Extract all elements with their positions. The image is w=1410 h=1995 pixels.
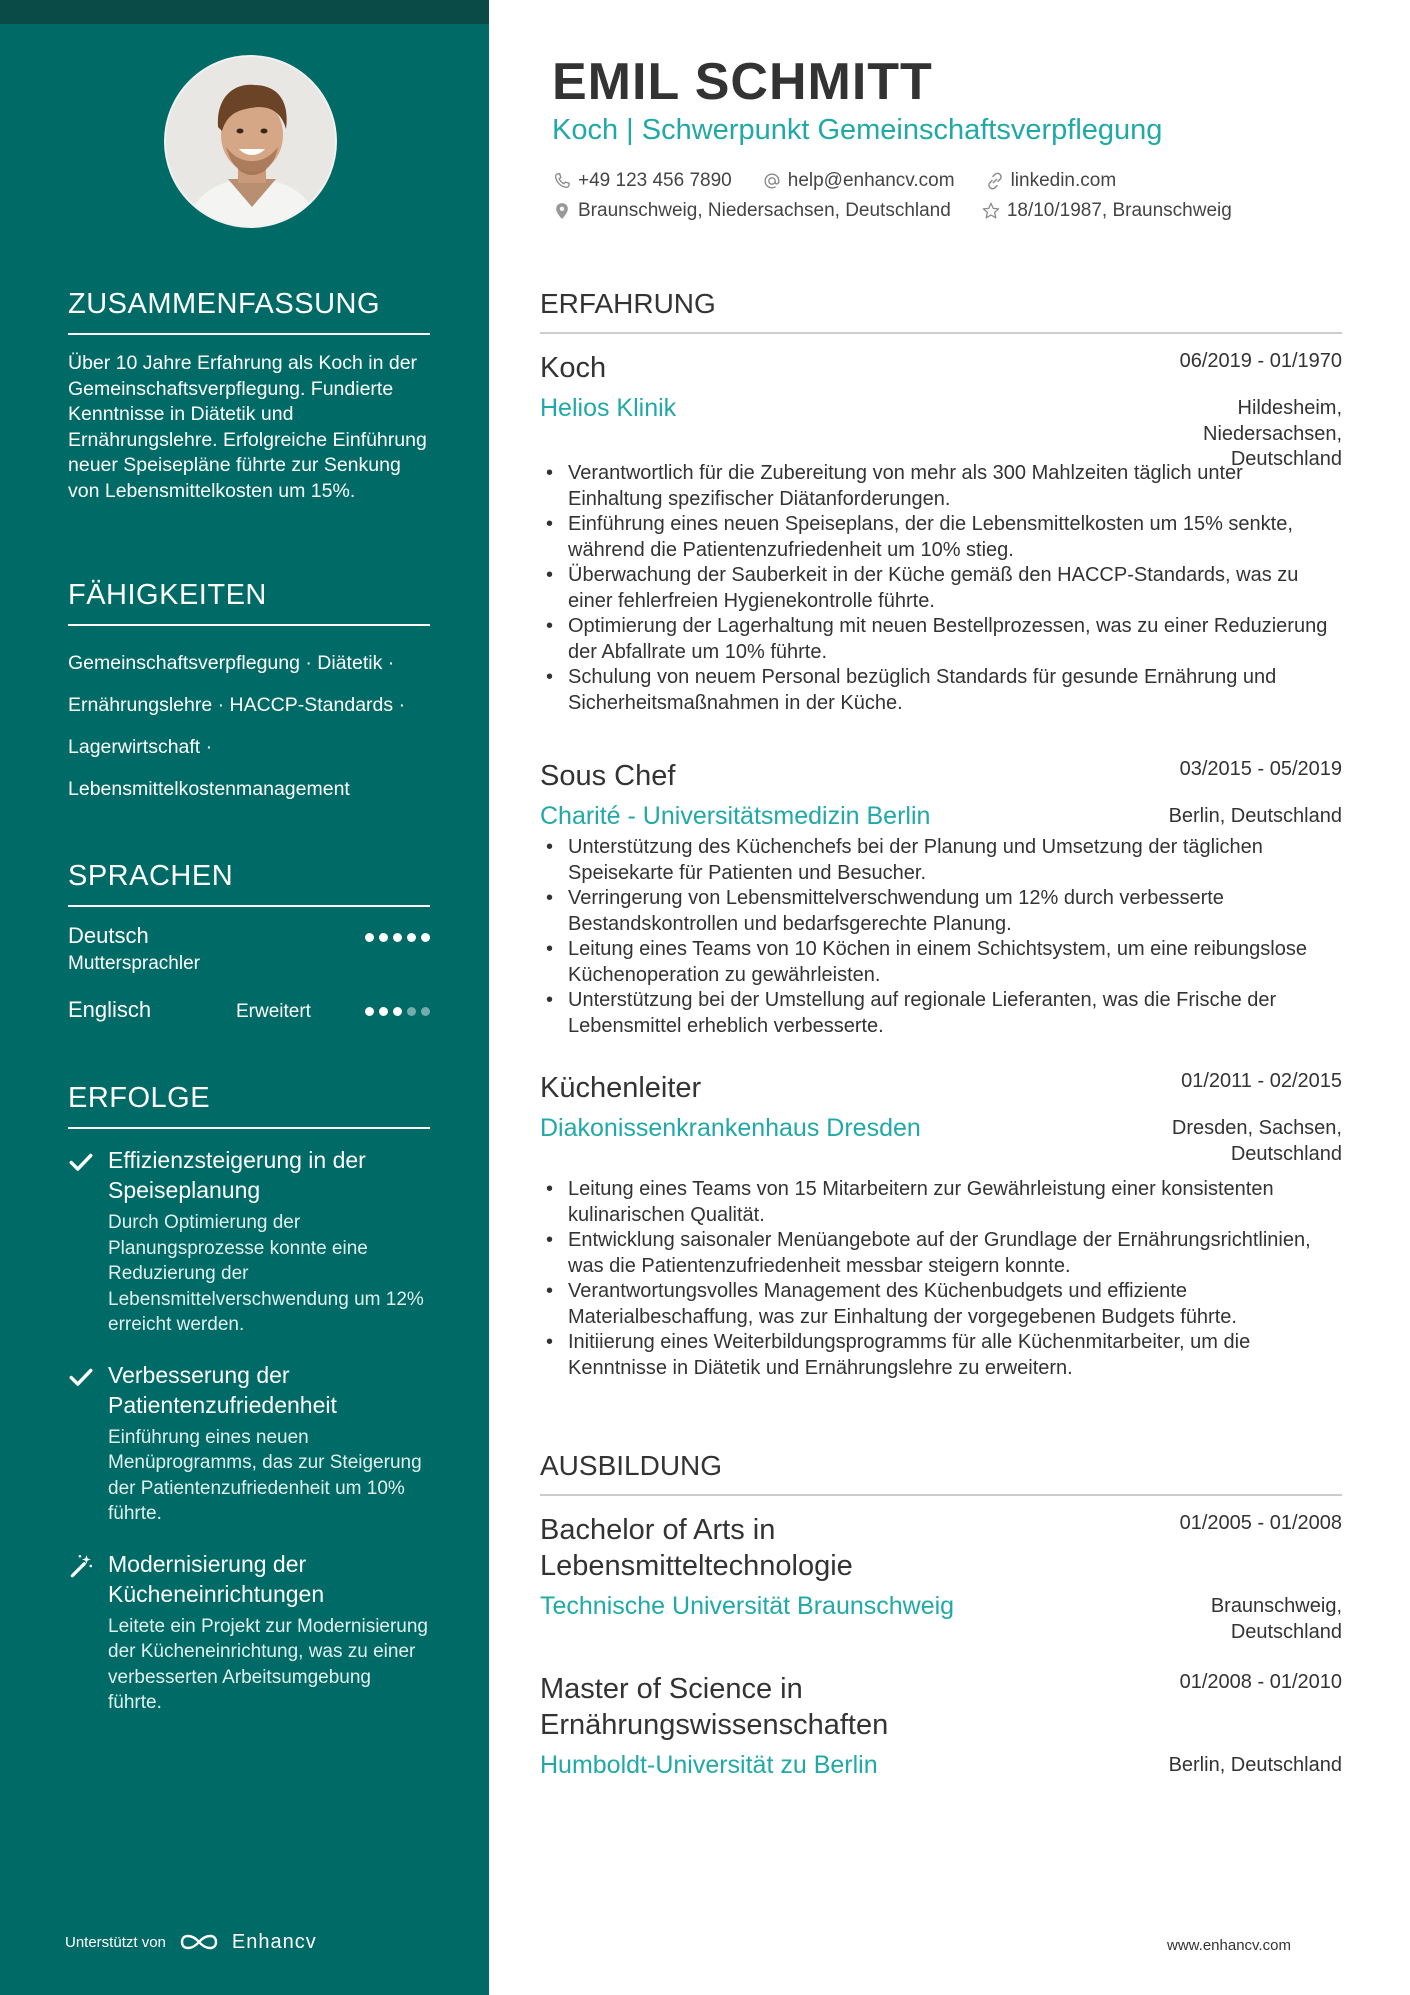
- powered-by: [65, 1930, 317, 1954]
- avatar: [164, 55, 337, 228]
- contact-row-2: [552, 200, 1232, 222]
- achievement-title: Effizienzsteigerung in der Speiseplanung: [108, 1147, 366, 1203]
- job-location-line: Dresden, Sachsen,: [1171, 1117, 1342, 1139]
- check-icon: [68, 1149, 94, 1175]
- magic-wand-icon: [68, 1553, 94, 1579]
- job-location-line: Deutschland: [1230, 1142, 1342, 1165]
- contact-phone: [552, 170, 732, 192]
- skills-line: Ernährungslehre · HACCP-Standards ·: [68, 694, 406, 716]
- rating-dot-filled: [393, 1007, 402, 1016]
- job-dates: 03/2015 - 05/2019: [1179, 758, 1342, 780]
- job-bullet: • Entwicklung saisonaler Menüangebote auf der Grundlage der Ernährungsrichtlinien, was die Patientenzufriedenheit messbar steigern konnte.: [540, 1228, 1342, 1279]
- job-bullet: • Verantwortungsvolles Management des Küchenbudgets und effiziente Materialbeschaffung, was zur Einhaltung der vorgegebenen Budgets führte.: [540, 1279, 1342, 1330]
- language-item: [68, 923, 430, 987]
- star-icon: [981, 201, 1001, 221]
- degree-location-line: Deutschland: [1230, 1620, 1342, 1643]
- rating-dot-filled: [421, 933, 430, 942]
- footer-url[interactable]: www.enhancv.com: [1167, 1937, 1291, 1954]
- powered-by-label: Unterstützt von: [65, 1933, 166, 1951]
- rating-dot-empty: [421, 1007, 430, 1016]
- degree-location: [1211, 1594, 1342, 1645]
- job-bullet: • Leitung eines Teams von 15 Mitarbeitern zur Gewährleistung einer konsistenten kulinarischen Qualität.: [540, 1177, 1342, 1228]
- rating-dot-empty: [407, 1007, 416, 1016]
- job-location: [1169, 804, 1342, 830]
- profile-photo: [166, 57, 337, 228]
- achievement-item: [68, 1549, 430, 1716]
- rating-dot-filled: [365, 1007, 374, 1016]
- job-dates: 06/2019 - 01/1970: [1179, 350, 1342, 372]
- degree-institution: Humboldt-Universität zu Berlin: [540, 1751, 878, 1779]
- achievement-description: Leitete ein Projekt zur Modernisierung der Kücheneinrichtung, was zu einer verbesserten Arbeitsumgebung führte.: [108, 1615, 429, 1713]
- contact-location: [552, 200, 951, 222]
- contact-birth-text: 18/10/1987, Braunschweig: [1006, 200, 1232, 221]
- degree-location-line: Berlin, Deutschland: [1168, 1754, 1342, 1776]
- location-pin-icon: [552, 201, 572, 221]
- contact-location-text: Braunschweig, Niedersachsen, Deutschland: [578, 200, 951, 221]
- achievements-section: [68, 1082, 430, 1738]
- job-title: Sous Chef: [540, 760, 676, 792]
- job-location-line: Deutschland: [1230, 448, 1342, 470]
- enhancv-logo-icon: [176, 1930, 222, 1954]
- job-bullet: • Verantwortlich für die Zubereitung von mehr als 300 Mahlzeiten täglich unter Einhaltung spezifischer Diätanforderungen.: [540, 461, 1342, 512]
- job-bullets: [540, 1177, 1342, 1381]
- rating-dot-filled: [393, 933, 402, 942]
- candidate-name: EMIL SCHMITT: [552, 53, 933, 111]
- job-bullet: • Einführung eines neuen Speiseplans, der die Lebensmittelkosten um 15% senkte, während die Patientenzufriedenheit um 10% stieg.: [540, 512, 1342, 563]
- degree-institution: Technische Universität Braunschweig: [540, 1592, 955, 1620]
- achievement-item: [68, 1145, 430, 1338]
- achievements-heading: ERFOLGE: [68, 1082, 430, 1129]
- achievement-item: [68, 1360, 430, 1527]
- job-bullet: • Überwachung der Sauberkeit in der Küche gemäß den HACCP-Standards, was zu einer fehlerfreien Hygienekontrolle führte.: [540, 563, 1342, 614]
- skills-line: Lagerwirtschaft ·: [68, 736, 213, 758]
- skills-line: Lebensmittelkostenmanagement: [68, 778, 350, 800]
- job-bullet: • Schulung von neuem Personal bezüglich Standards für gesunde Ernährung und Sicherheitsmaßnahmen in der Küche.: [540, 665, 1342, 716]
- job-organization: Charité - Universitätsmedizin Berlin: [540, 802, 931, 830]
- job-dates: 01/2011 - 02/2015: [1181, 1070, 1342, 1092]
- job-bullet: • Unterstützung bei der Umstellung auf regionale Lieferanten, was die Frische der Lebensmittel erheblich verbesserte.: [540, 988, 1342, 1039]
- summary-text: Über 10 Jahre Erfahrung als Koch in der Gemeinschaftsverpflegung. Fundierte Kenntnisse in Diätetik und Ernährungslehre. Erfolgreiche Einführung neuer Speisepläne führte zur Senkung von Lebensmittelkosten um 15%.: [68, 352, 427, 502]
- job-bullet: • Verringerung von Lebensmittelverschwendung um 12% durch verbesserte Bestandskontrollen und bedarfsgerechte Planung.: [540, 886, 1342, 937]
- achievement-title: Modernisierung der Kücheneinrichtungen: [108, 1550, 325, 1607]
- sidebar: [0, 0, 489, 1995]
- job-bullet: • Leitung eines Teams von 10 Köchen in einem Schichtsystem, um eine reibungslose Küchenoperation zu gewährleisten.: [540, 937, 1342, 988]
- language-name: Deutsch: [68, 923, 149, 948]
- contact-linkedin[interactable]: [985, 170, 1117, 192]
- rating-dot-filled: [379, 1007, 388, 1016]
- language-rating: [365, 1007, 430, 1016]
- degree-dates: 01/2005 - 01/2008: [1179, 1512, 1342, 1534]
- job-location-line: Hildesheim,: [1237, 397, 1342, 419]
- skills-line: Gemeinschaftsverpflegung · Diätetik ·: [68, 652, 395, 674]
- education-entry: [540, 1512, 1342, 1643]
- language-rating: [365, 933, 430, 942]
- job-location-line: Berlin, Deutschland: [1168, 805, 1342, 827]
- achievement-title: Verbesserung der Patientenzufriedenheit: [108, 1361, 337, 1418]
- rating-dot-filled: [365, 933, 374, 942]
- phone-icon: [552, 171, 572, 191]
- enhancv-brand: Enhancv: [231, 1930, 317, 1953]
- contact-row: [552, 170, 1116, 192]
- job-bullets: [540, 461, 1342, 716]
- skills-heading: FÄHIGKEITEN: [68, 579, 430, 626]
- link-icon: [985, 171, 1005, 191]
- degree-dates: 01/2008 - 01/2010: [1179, 1671, 1342, 1693]
- skills-section: [68, 579, 430, 810]
- job-organization: Diakonissenkrankenhaus Dresden: [540, 1114, 921, 1142]
- experience-entry: [540, 1070, 1342, 1381]
- summary-heading: ZUSAMMENFASSUNG: [68, 288, 430, 335]
- job-bullet: • Unterstützung des Küchenchefs bei der Planung und Umsetzung der täglichen Speisekarte für Patienten und Besucher.: [540, 835, 1342, 886]
- experience-entry: [540, 350, 1342, 716]
- languages-section: [68, 860, 430, 1061]
- sidebar-top-bar: [0, 0, 489, 24]
- degree-location: [1169, 1753, 1342, 1779]
- language-level: Muttersprachler: [68, 953, 200, 974]
- contact-email-text[interactable]: help@enhancv.com: [787, 170, 955, 191]
- job-organization: Helios Klinik: [540, 394, 677, 422]
- experience-heading: ERFAHRUNG: [540, 288, 1342, 334]
- candidate-role: Koch | Schwerpunkt Gemeinschaftsverpflegung: [552, 114, 1163, 146]
- job-title: Koch: [540, 352, 607, 384]
- at-icon: [762, 171, 782, 191]
- job-location: [1172, 1116, 1342, 1167]
- job-title: Küchenleiter: [540, 1072, 702, 1104]
- language-item: [68, 997, 430, 1061]
- job-bullet: • Optimierung der Lagerhaltung mit neuen Bestellprozessen, was zu einer Reduzierung der Abfallrate um 10% führte.: [540, 614, 1342, 665]
- experience-entry: [540, 758, 1342, 1039]
- check-icon: [68, 1364, 94, 1390]
- job-bullet: • Initiierung eines Weiterbildungsprogramms für alle Küchenmitarbeiter, um die Kenntnisse in Diätetik und Ernährungslehre zu erweitern.: [540, 1330, 1342, 1381]
- contact-linkedin-text[interactable]: linkedin.com: [1010, 170, 1117, 191]
- achievement-description: Einführung eines neuen Menüprogramms, das zur Steigerung der Patientenzufriedenheit um 10% führte.: [108, 1426, 422, 1524]
- degree-location-line: Braunschweig,: [1210, 1595, 1342, 1617]
- language-level: Erweitert: [236, 1001, 311, 1022]
- achievement-description: Durch Optimierung der Planungsprozesse konnte eine Reduzierung der Lebensmittelverschwendung um 12% erreicht werden.: [108, 1212, 424, 1335]
- rating-dot-filled: [379, 933, 388, 942]
- summary-section: [68, 288, 430, 504]
- education-entry: [540, 1671, 1342, 1780]
- contact-phone-text: +49 123 456 7890: [578, 170, 732, 191]
- job-location-line: Niedersachsen,: [1203, 422, 1342, 445]
- contact-birth: [981, 200, 1232, 222]
- rating-dot-filled: [407, 933, 416, 942]
- degree-title: Bachelor of Arts in Lebensmitteltechnologie: [540, 1514, 853, 1582]
- education-heading: AUSBILDUNG: [540, 1450, 1342, 1496]
- job-bullets: [540, 835, 1342, 1039]
- language-name: Englisch: [68, 997, 152, 1022]
- contact-email[interactable]: [762, 170, 955, 192]
- degree-title: Master of Science in Ernährungswissenschaften: [540, 1673, 889, 1741]
- languages-heading: SPRACHEN: [68, 860, 430, 907]
